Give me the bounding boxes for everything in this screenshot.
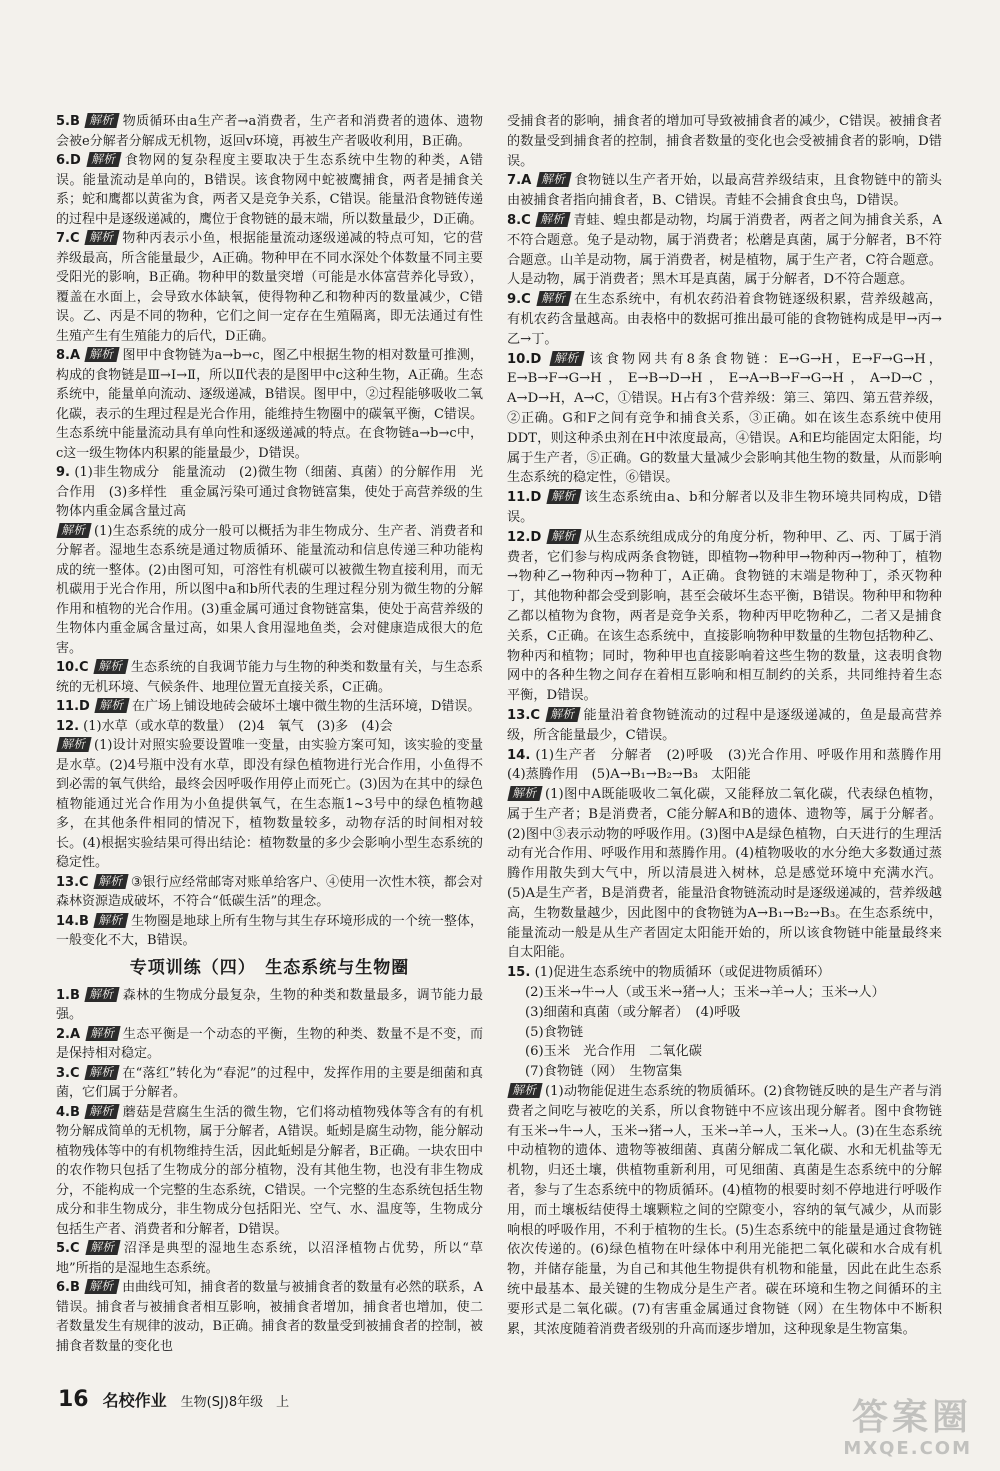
answer-item [56, 346, 483, 463]
answer-text: (1)设计对照实验要设置唯一变量，由实验方案可知，该实验的变量是水草。(2)4号瓶中没有水草，即没有绿色植物进行光合作用，小鱼得不到必需的氧气供给，最终会因呼吸作用停止而死亡。(3)因为在其中的绿色植物能通过光合作用为小鱼提供氧气，在生态瓶1~3号中的绿色植物越多，在其他条件相同的情况下，植物数量较多，动物存活的时间相对较长。(4)根据实验结果可得出结论：植物数量的多少会影响小型生态系统的稳定性。 [56, 738, 483, 870]
question-number: 9. [56, 465, 70, 480]
answer-text: (1)生态系统的成分一般可以概括为非生物成分、生产者、消费者和分解者。湿地生态系统是通过物质循环、能量流动和信息传递三种功能构成的统一整体。(2)由图可知，可溶性有机碳可以被微生物直接利用，而无机碳用于光合作用，所以图中a和b所代表的生理过程分别为微生物的分解作用和植物的光合作用。(3)重金属可通过食物链富集，使处于高营养级的生物体内重金属含量过高，如果人食用湿地鱼类，会对健康造成很大的危害。 [56, 523, 483, 656]
answer-item [56, 112, 483, 151]
answer-text: 能量沿着食物链流动的过程中是逐级递减的，鱼是最高营养级，所含能量最少，C错误。 [507, 707, 942, 743]
question-number: 1.B [56, 987, 80, 1003]
answer-text: (1)水草（或水草的数量） (2)4 氧气 (3)多 (4)会 [83, 718, 393, 734]
analysis-tag: 解析 [85, 987, 120, 1002]
analysis-tag: 解析 [86, 152, 121, 167]
answer-item [507, 290, 942, 349]
question-number: 14.B [56, 913, 89, 929]
answer-text: ③银行应经常邮寄对账单给客户、④使用一次性木筷，都会对森林资源造成破坏，不符合“低碳生活”的理念。 [56, 874, 483, 909]
subject-label: 生物(SJ)8年级 上 [180, 1395, 290, 1410]
analysis-tag: 解析 [56, 737, 91, 752]
question-number: 10.C [56, 660, 89, 675]
answer-text: 物质循环由a生产者→a消费者，生产者和消费者的遗体、遗物会被e分解者分解成无机物，返回v环境，再被生产者吸收利用，B正确。 [56, 114, 483, 149]
answer-text: 在“落红”转化为“春泥”的过程中，发挥作用的主要是细菌和真菌，它们属于分解者。 [56, 1065, 483, 1100]
sub-answer: (6)玉米 光合作用 二氧化碳 [525, 1044, 702, 1060]
answer-item [56, 873, 483, 912]
question-number: 11.D [56, 699, 90, 714]
answer-text: (1)促进生态系统中的物质循环（或促进物质循环） [534, 965, 831, 981]
analysis-tag: 解析 [85, 113, 120, 128]
answer-item [507, 963, 942, 983]
question-number: 12.D [507, 529, 542, 545]
right-column [507, 112, 956, 1339]
question-number: 9.C [507, 292, 531, 308]
answer-item [56, 986, 483, 1025]
question-number: 13.C [56, 874, 89, 890]
left-column [56, 112, 483, 1356]
answer-text: 食物网的复杂程度主要取决于生态系统中生物的种类，A错误。能量流动是单向的，B错误。该食物网中蛇被鹰捕食，两者是捕食关系；蛇和鹰都以黄雀为食，两者又是竞争关系，C错误。能量沿食物链传递的过程中是逐级递减的，鹰位于食物链的最末端，所以数量最少，D正确。 [56, 153, 484, 227]
analysis-tag: 解析 [545, 707, 580, 722]
answer-item [56, 736, 483, 873]
question-number: 10.D [507, 351, 542, 367]
analysis-tag: 解析 [84, 1279, 119, 1294]
answer-item [56, 463, 483, 522]
answer-text: (1)生产者 分解者 (2)呼吸 (3)光合作用、呼吸作用和蒸腾作用 (4)蒸腾作用 (5)A→B₁→B₂→B₃ 太阳能 [507, 747, 956, 783]
watermark-logo [843, 1398, 972, 1459]
page-footer [58, 1387, 289, 1412]
question-number: 6.B [56, 1280, 80, 1295]
question-number: 7.A [507, 173, 532, 189]
question-number: 15. [507, 965, 531, 981]
analysis-tag: 解析 [94, 913, 129, 928]
sub-answer: (2)玉米→牛→人（或玉米→猪→人；玉米→羊→人；玉米→人） [525, 985, 885, 1001]
answer-item [507, 112, 942, 171]
answer-item [56, 151, 483, 229]
answer-item [507, 706, 942, 746]
question-number: 5.C [56, 1241, 80, 1256]
answer-item [56, 697, 483, 717]
answer-text: (1)图中A既能吸收二氧化碳，又能释放二氧化碳，代表绿色植物，属于生产者；B是消费者，C能分解A和B的遗体、遗物等，属于分解者。(2)图中③表示动物的呼吸作用。(3)图中A是绿色植物，白天进行的生理活动有光合作用、呼吸作用和蒸腾作用。(4)植物吸收的水分绝大多数通过蒸腾作用散失到大气中，所以清晨进入树林，总是感觉环境中充满水汽。(5)A是生产者，B是消费者，能量沿食物链流动时是逐级递减的，营养级越高，生物数量越少，因此图中的食物链为A→B₁→B₂→B₃。在生态系统中，能量流动一般是从生产者固定太阳能开始的，所以该食物链中能量最终来自太阳能。 [507, 787, 942, 961]
answer-text: 在生态系统中，有机农药沿着食物链逐级积累，营养级越高，有机农药含量越高。由表格中的数据可推出最可能的食物链构成是甲→丙→乙→丁。 [507, 292, 942, 347]
question-number: 5.B [56, 114, 80, 129]
question-number: 8.C [507, 212, 531, 228]
analysis-tag: 解析 [56, 523, 91, 538]
answer-item [507, 785, 942, 963]
answer-text: 该食物网共有8条食物链：E→G→H，E→F→G→H，E→B→F→G→H，E→B→D→H，E→A→B→F→G→H，A→D→C，A→D→H，A→C，①错误。H占有3个营养级：第三、第四、第五营养级，②正确。G和F之间有竞争和捕食关系，③正确。如在该生态系统中使用DDT，则这种杀虫剂在H中浓度最高，④错误。A和E均能固定太阳能，均属于生产者，⑤正确。G的数量大量减少会影响其他生物的数量，从而影响生态系统的稳定性，⑥错误。 [507, 351, 942, 486]
watermark-url: MXQE.COM [843, 1438, 972, 1459]
answer-item [56, 1103, 483, 1240]
analysis-tag: 解析 [85, 1026, 120, 1041]
analysis-tag: 解析 [85, 347, 120, 362]
answer-text: 物种丙表示小鱼，根据能量流动逐级递减的特点可知，它的营养级最高，所含能量最少，A正确。物种甲在不同水深处个体数量不同主要受阳光的影响，B正确。物种甲的数量突增（可能是水体富营养化导致），覆盖在水面上，会导致水体缺氧，使得物种乙和物种丙的数量减少，C错误。乙、丙是不同的物种，它们之间一定存在生殖隔离，即无法通过有性生殖产生有生殖能力的后代，D正确。 [56, 231, 483, 344]
analysis-tag: 解析 [84, 230, 119, 245]
answer-text: 食物链以生产者开始，以最高营养级结束，且食物链中的箭头由被捕食者指向捕食者，B、C错误。青蛙不会捕食食虫鸟，D错误。 [507, 173, 942, 209]
answer-item [507, 211, 942, 290]
answer-item [56, 658, 483, 697]
analysis-tag: 解析 [546, 489, 581, 504]
answer-item [56, 912, 483, 951]
answer-item [507, 1082, 942, 1339]
analysis-tag: 解析 [507, 786, 542, 801]
analysis-tag: 解析 [85, 1104, 120, 1119]
question-number: 11.D [507, 490, 542, 506]
analysis-tag: 解析 [546, 529, 581, 544]
analysis-tag: 解析 [536, 212, 571, 227]
sub-answer: (5)食物链 [525, 1024, 584, 1040]
question-number: 6.D [56, 153, 81, 168]
answer-text: 青蛙、蝗虫都是动物，均属于消费者，两者之间为捕食关系，A不符合题意。兔子是动物，属于消费者；松蘑是真菌，属于分解者，B不符合题意。山羊是动物，属于消费者，树是植物，属于生产者，C符合题意。人是动物，属于消费者；黑木耳是真菌，属于分解者，D不符合题意。 [507, 212, 942, 288]
analysis-tag: 解析 [93, 659, 128, 674]
question-number: 3.C [56, 1065, 80, 1081]
page-number: 16 [58, 1387, 89, 1412]
answer-text: 生物圈是地球上所有生物与其生存环境形成的一个统一整体，一般变化不大，B错误。 [56, 913, 483, 948]
answer-text: 该生态系统由a、b和分解者以及非生物环境共同构成，D错误。 [507, 490, 942, 525]
answer-item [56, 522, 483, 659]
question-number: 8.A [56, 348, 81, 363]
sub-answer: (7)食物链（网） 生物富集 [525, 1064, 683, 1080]
answer-item [56, 229, 483, 346]
answer-item [56, 1025, 483, 1064]
answer-item [507, 528, 942, 706]
answer-text: 生态平衡是一个动态的平衡，生物的种类、数量不是不变，而是保持相对稳定。 [56, 1026, 483, 1061]
question-number: 13.C [507, 707, 541, 723]
analysis-tag: 解析 [536, 291, 571, 306]
question-number: 2.A [56, 1026, 81, 1042]
question-number: 12. [56, 718, 80, 734]
watermark-text: 答案圈 [851, 1397, 972, 1438]
analysis-tag: 解析 [549, 351, 584, 366]
sub-answer: (3)细菌和真菌（或分解者） (4)呼吸 [525, 1004, 741, 1020]
answer-text: 在广场上铺设地砖会破坏土壤中微生物的生活环境，D错误。 [131, 699, 481, 714]
analysis-tag: 解析 [93, 874, 128, 889]
answer-text: 森林的生物成分最复杂，生物的种类和数量最多，调节能力最强。 [56, 987, 483, 1022]
answer-item [507, 746, 956, 786]
answer-text: 沼泽是典型的湿地生态系统，以沼泽植物占优势，所以“草地”所指的是湿地生态系统。 [56, 1241, 483, 1276]
answer-text: 从生态系统组成成分的角度分析，物种甲、乙、丙、丁属于消费者，它们参与构成两条食物链，即植物→物种甲→物种丙→物种丁，植物→物种乙→物种丙→物种丁，A正确。食物链的末端是物种丁，杀灭物种丁，其他物种都会受到影响，甚至会破坏生态平衡，B错误。物种甲和物种乙都以植物为食物，两者是竞争关系，物种丙甲吃物种乙，二者又是捕食关系，C正确。在该生态系统中，直接影响物种甲数量的生物包括物种乙、物种丙和植物；同时，物种甲也直接影响着这些生物的数量，这表明食物网中的各种生物之间存在着相互影响和相互制约的关系，共同维持着生态平衡，D错误。 [507, 529, 942, 704]
answer-text: 蘑菇是营腐生生活的微生物，它们将动植物残体等含有的有机物分解成简单的无机物，属于分解者，A错误。蚯蚓是腐生动物，能分解动植物残体等中的有机物维持生活，因此蚯蚓是分解者，B正确。一块农田中的农作物只包括了生物成分的部分植物，没有其他生物，也没有非生物成分，不能构成一个完整的生态系统，C错误。一个完整的生态系统包括生物成分和非生物成分，非生物成分包括阳光、空气、水、温度等，生物成分包括生产者、消费者和分解者，D错误。 [56, 1104, 483, 1237]
analysis-tag: 解析 [507, 1083, 542, 1098]
answer-text: 受捕食者的影响，捕食者的增加可导致被捕食者的减少，C错误。被捕食者的数量受到捕食者的控制，捕食者数量的变化也会受被捕食者的影响，D错误。 [507, 114, 942, 169]
section-title: 专项训练（四） 生态系统与生物圈 [129, 957, 410, 978]
analysis-tag: 解析 [94, 698, 129, 713]
answer-text: (1)非生物成分 能量流动 (2)微生物（细菌、真菌）的分解作用 光合作用 (3)多样性 重金属污染可通过食物链富集，使处于高营养级的生物体内重金属含量过高 [56, 465, 483, 519]
question-number: 14. [507, 747, 531, 763]
answer-item [507, 171, 942, 211]
answer-text: 生态系统的自我调节能力与生物的种类和数量有关，与生态系统的无机环境、气候条件、地理位置无直接关系，C正确。 [56, 660, 483, 695]
answer-item [56, 717, 483, 737]
answer-item [56, 1239, 483, 1278]
question-number: 7.C [56, 231, 80, 246]
answer-item [507, 488, 942, 528]
answer-item [56, 1064, 483, 1103]
brand-name: 名校作业 [102, 1391, 167, 1410]
question-number: 4.B [56, 1104, 80, 1120]
analysis-tag: 解析 [84, 1065, 119, 1080]
answer-text: 由曲线可知，捕食者的数量与被捕食者的数量有必然的联系，A错误。捕食者与被捕食者相互影响，被捕食者增加，捕食者也增加，使二者数量发生有规律的波动，B正确。捕食者的数量受到被捕食者的控制，被捕食者数量的变化也 [56, 1280, 483, 1354]
answer-item [507, 350, 942, 489]
analysis-tag: 解析 [536, 172, 571, 187]
answer-text: (1)动物能促进生态系统的物质循环。(2)食物链反映的是生产者与消费者之间吃与被吃的关系，所以食物链中不应该出现分解者。图中食物链有玉米→牛→人，玉米→猪→人，玉米→羊→人，玉米→人。(3)在生态系统中动植物的遗体、遗物等被细菌、真菌分解成二氧化碳、水和无机盐等无机物，归还土壤，供植物重新利用，可见细菌、真菌是生态系统中的分解者，参与了生态系统中的物质循环。(4)植物的根要时刻不停地进行呼吸作用，而土壤板结使得土壤颗粒之间的空隙变小，容纳的氧气减少，从而影响根的呼吸作用，不利于植物的生长。(5)生态系统中的能量是通过食物链依次传递的。(6)绿色植物在叶绿体中利用光能把二氧化碳和水合成有机物，并储存能量，为自己和其他生物提供有机物和能量，因此在此生态系统中最基本、最关键的生物成分是生产者。碳在环境和生物之间循环的主要形式是二氧化碳。(7)有害重金属通过食物链（网）在生物体中不断积累，其浓度随着消费者级别的升高而逐步增加，这种现象是生物富集。 [507, 1084, 942, 1337]
answer-item [56, 1278, 483, 1356]
answer-text: 图甲中食物链为a→b→c，图乙中根据生物的相对数量可推测，构成的食物链是Ⅲ→Ⅰ→Ⅱ，所以Ⅱ代表的是图甲中c这种生物，A正确。生态系统中，能量单向流动、逐级递减，B错误。图甲中，②过程能够吸收二氧化碳，表示的生理过程是光合作用，能维持生物圈中的碳氧平衡，C错误。生态系统中能量流动具有单向性和逐级递减的特点。在食物链a→b→c中，c这一级生物体内积累的能量最少，D错误。 [56, 348, 483, 461]
analysis-tag: 解析 [85, 1240, 120, 1255]
